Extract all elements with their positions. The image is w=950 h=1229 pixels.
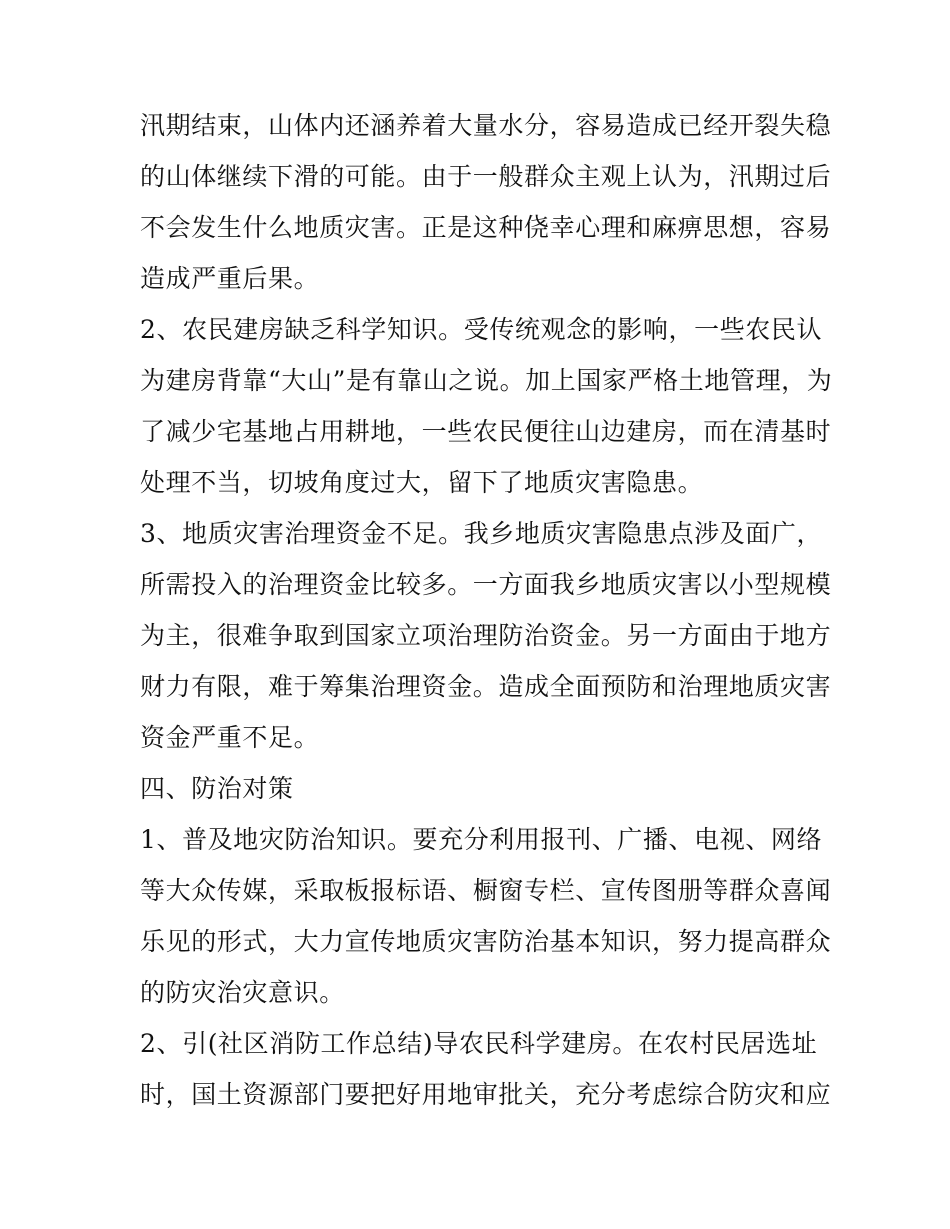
text-line: 的山体继续下滑的可能。由于一般群众主观上认为，汛期过后 — [140, 162, 832, 191]
text-line: 汛期结束，山体内还涵养着大量水分，容易造成已经开裂失稳 — [140, 111, 832, 140]
text-line: 处理不当，切坡角度过大，留下了地质灾害隐患。 — [140, 468, 704, 497]
text-line: 乐见的形式，大力宣传地质灾害防治基本知识，努力提高群众 — [140, 927, 832, 956]
paragraph-item-3-funding — [140, 508, 832, 763]
paragraph-measure-1-education — [140, 814, 832, 1018]
text-line: 造成严重后果。 — [140, 264, 320, 293]
text-line: 时，国土资源部门要把好用地审批关，充分考虑综合防灾和应 — [140, 1080, 832, 1109]
section-heading: 四、防治对策 — [140, 774, 294, 803]
text-line: 为主，很难争取到国家立项治理防治资金。另一方面由于地方 — [140, 621, 832, 650]
paragraph-measure-2-construction — [140, 1018, 832, 1120]
text-line: 为建房背靠“大山”是有靠山之说。加上国家严格土地管理，为 — [140, 366, 833, 395]
text-line: 所需投入的治理资金比较多。一方面我乡地质灾害以小型规模 — [140, 570, 832, 599]
text-line: 2、农民建房缺乏科学知识。受传统观念的影响，一些农民认 — [140, 315, 823, 344]
document-body — [140, 100, 833, 1120]
paragraph-flood-season — [140, 100, 832, 304]
text-line: 1、普及地灾防治知识。要充分利用报刊、广播、电视、网络 — [140, 825, 823, 854]
text-line: 的防灾治灾意识。 — [140, 978, 345, 1007]
section-heading-countermeasures — [140, 763, 820, 814]
text-line: 资金严重不足。 — [140, 723, 320, 752]
text-line: 等大众传媒，采取板报标语、橱窗专栏、宣传图册等群众喜闻 — [140, 876, 832, 905]
text-line: 了减少宅基地占用耕地，一些农民便往山边建房，而在清基时 — [140, 417, 832, 446]
text-line: 财力有限，难于筹集治理资金。造成全面预防和治理地质灾害 — [140, 672, 832, 701]
text-line: 不会发生什么地质灾害。正是这种侥幸心理和麻痹思想，容易 — [140, 213, 832, 242]
paragraph-item-2-housing — [140, 304, 833, 508]
text-line: 3、地质灾害治理资金不足。我乡地质灾害隐患点涉及面广， — [140, 519, 823, 548]
text-line: 2、引(社区消防工作总结)导农民科学建房。在农村民居选址 — [140, 1029, 818, 1058]
